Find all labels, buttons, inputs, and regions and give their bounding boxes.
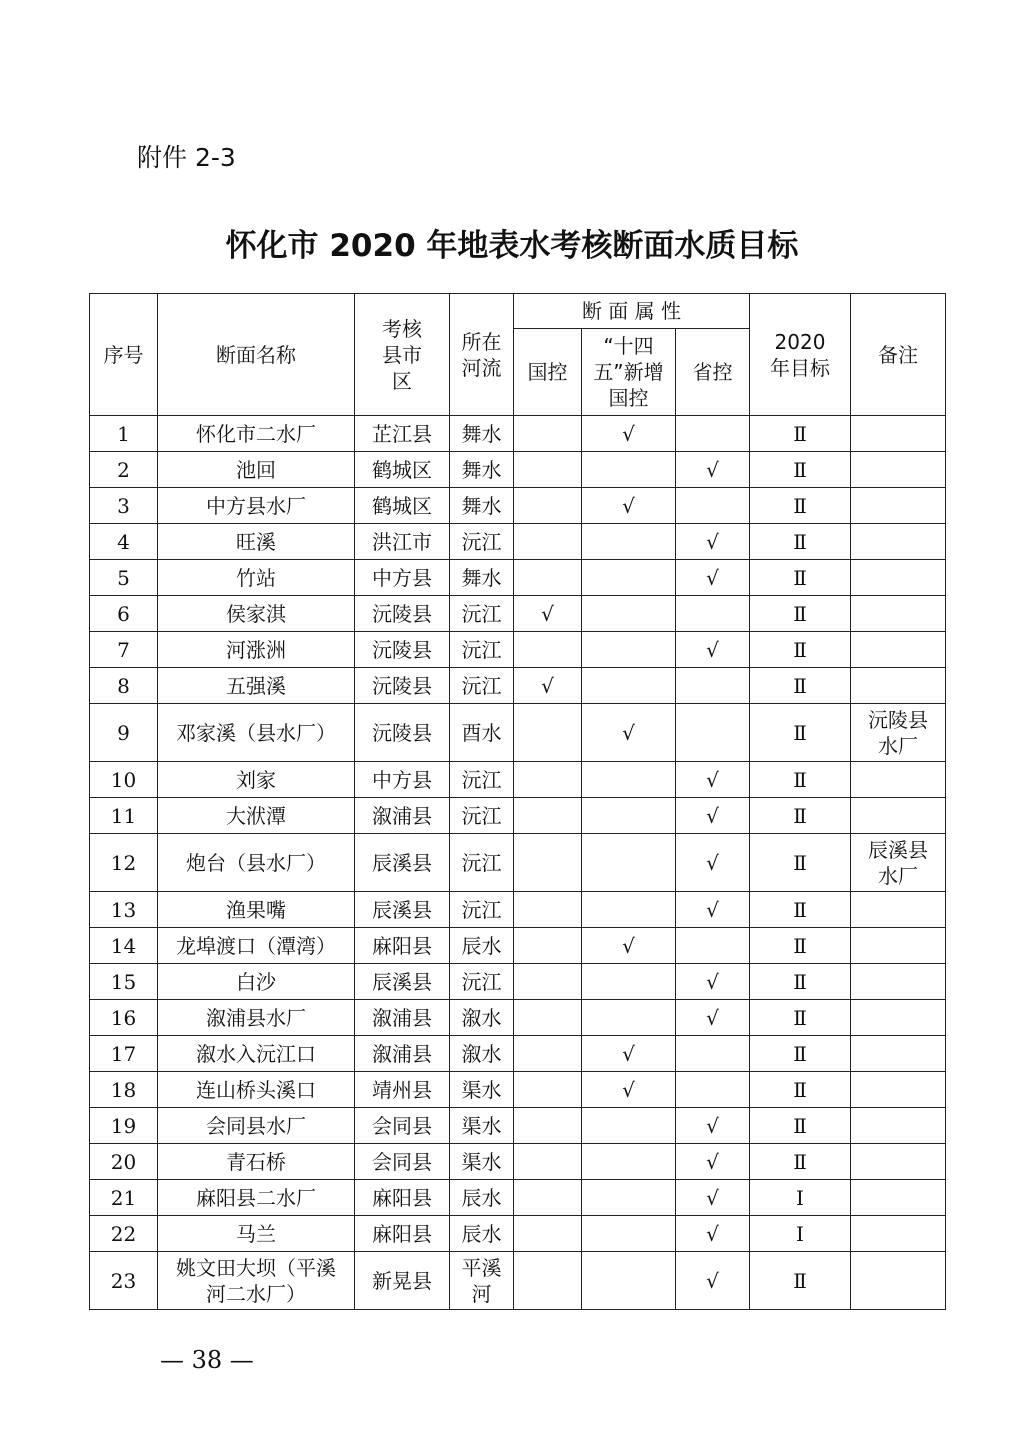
cell-remark: 辰溪县水厂 xyxy=(851,834,946,892)
cell-river: 沅江 xyxy=(450,798,514,834)
table-row xyxy=(90,524,946,560)
cell-seq: 18 xyxy=(90,1072,158,1108)
cell-remark xyxy=(851,1252,946,1310)
cell-seq: 12 xyxy=(90,834,158,892)
cell-county: 麻阳县 xyxy=(355,1180,450,1216)
cell-remark xyxy=(851,560,946,596)
cell-provincial: √ xyxy=(676,1216,750,1252)
cell-county: 辰溪县 xyxy=(355,892,450,928)
cell-target: Ⅱ xyxy=(750,560,851,596)
cell-provincial: √ xyxy=(676,1252,750,1310)
table-row xyxy=(90,668,946,704)
cell-name: 邓家溪（县水厂） xyxy=(158,704,355,762)
cell-national xyxy=(514,798,582,834)
table-row xyxy=(90,704,946,762)
cell-target: Ⅱ xyxy=(750,928,851,964)
cell-remark xyxy=(851,1000,946,1036)
cell-provincial: √ xyxy=(676,1108,750,1144)
cell-new-national xyxy=(582,1144,676,1180)
cell-name: 池回 xyxy=(158,452,355,488)
cell-new-national xyxy=(582,524,676,560)
cell-seq: 23 xyxy=(90,1252,158,1310)
cell-provincial xyxy=(676,928,750,964)
cell-county: 鹤城区 xyxy=(355,488,450,524)
cell-name: 麻阳县二水厂 xyxy=(158,1180,355,1216)
cell-name: 刘家 xyxy=(158,762,355,798)
cell-name: 河涨洲 xyxy=(158,632,355,668)
page-title: 怀化市 2020 年地表水考核断面水质目标 xyxy=(225,228,799,264)
cell-new-national xyxy=(582,762,676,798)
cell-provincial: √ xyxy=(676,452,750,488)
cell-new-national xyxy=(582,1180,676,1216)
cell-name: 炮台（县水厂） xyxy=(158,834,355,892)
cell-name: 旺溪 xyxy=(158,524,355,560)
cell-river: 渠水 xyxy=(450,1072,514,1108)
header-river: 所在河流 xyxy=(450,294,514,416)
cell-remark xyxy=(851,524,946,560)
cell-provincial: √ xyxy=(676,1180,750,1216)
cell-remark xyxy=(851,596,946,632)
cell-new-national xyxy=(582,892,676,928)
cell-remark xyxy=(851,632,946,668)
cell-name: 侯家淇 xyxy=(158,596,355,632)
cell-provincial: √ xyxy=(676,1000,750,1036)
cell-county: 会同县 xyxy=(355,1144,450,1180)
cell-river: 沅江 xyxy=(450,834,514,892)
cell-national xyxy=(514,704,582,762)
cell-target: Ⅱ xyxy=(750,964,851,1000)
table-row xyxy=(90,488,946,524)
cell-county: 辰溪县 xyxy=(355,834,450,892)
cell-county: 靖州县 xyxy=(355,1072,450,1108)
cell-new-national xyxy=(582,1216,676,1252)
cell-seq: 20 xyxy=(90,1144,158,1180)
cell-seq: 17 xyxy=(90,1036,158,1072)
cell-river: 酉水 xyxy=(450,704,514,762)
cell-new-national xyxy=(582,632,676,668)
cell-new-national: √ xyxy=(582,1036,676,1072)
cell-seq: 3 xyxy=(90,488,158,524)
cell-remark xyxy=(851,488,946,524)
cell-seq: 9 xyxy=(90,704,158,762)
cell-national xyxy=(514,1180,582,1216)
cell-county: 溆浦县 xyxy=(355,1036,450,1072)
page-number: — 38 — xyxy=(160,1346,254,1374)
cell-provincial: √ xyxy=(676,524,750,560)
cell-national xyxy=(514,928,582,964)
cell-seq: 13 xyxy=(90,892,158,928)
cell-name: 溆水入沅江口 xyxy=(158,1036,355,1072)
cell-national xyxy=(514,1108,582,1144)
table-row xyxy=(90,1216,946,1252)
cell-seq: 5 xyxy=(90,560,158,596)
cell-seq: 8 xyxy=(90,668,158,704)
table-row xyxy=(90,596,946,632)
cell-remark xyxy=(851,964,946,1000)
cell-river: 沅江 xyxy=(450,892,514,928)
cell-county: 沅陵县 xyxy=(355,596,450,632)
table-row xyxy=(90,928,946,964)
header-attr-group: 断 面 属 性 xyxy=(514,294,750,329)
cell-national xyxy=(514,1216,582,1252)
cell-river: 辰水 xyxy=(450,1216,514,1252)
table-row xyxy=(90,632,946,668)
header-county: 考核县市区 xyxy=(355,294,450,416)
cell-provincial xyxy=(676,668,750,704)
header-national: 国控 xyxy=(514,329,582,416)
cell-name: 竹站 xyxy=(158,560,355,596)
cell-county: 芷江县 xyxy=(355,416,450,452)
cell-river: 沅江 xyxy=(450,596,514,632)
header-remark: 备注 xyxy=(851,294,946,416)
cell-new-national: √ xyxy=(582,928,676,964)
cell-new-national xyxy=(582,798,676,834)
cell-name: 会同县水厂 xyxy=(158,1108,355,1144)
cell-target: Ⅱ xyxy=(750,892,851,928)
cell-seq: 6 xyxy=(90,596,158,632)
cell-national xyxy=(514,488,582,524)
cell-seq: 15 xyxy=(90,964,158,1000)
cell-seq: 11 xyxy=(90,798,158,834)
cell-river: 沅江 xyxy=(450,762,514,798)
cell-new-national xyxy=(582,1108,676,1144)
cell-provincial: √ xyxy=(676,632,750,668)
cell-river: 渠水 xyxy=(450,1108,514,1144)
cell-national xyxy=(514,1036,582,1072)
table-row xyxy=(90,1036,946,1072)
cell-new-national: √ xyxy=(582,488,676,524)
cell-provincial: √ xyxy=(676,762,750,798)
cell-name: 马兰 xyxy=(158,1216,355,1252)
cell-target: Ⅱ xyxy=(750,1252,851,1310)
table-row xyxy=(90,1000,946,1036)
cell-remark xyxy=(851,762,946,798)
cell-river: 沅江 xyxy=(450,632,514,668)
cell-target: Ⅱ xyxy=(750,1000,851,1036)
cell-new-national: √ xyxy=(582,704,676,762)
cell-target: Ⅱ xyxy=(750,762,851,798)
cell-name: 渔果嘴 xyxy=(158,892,355,928)
cell-remark xyxy=(851,928,946,964)
cell-county: 沅陵县 xyxy=(355,632,450,668)
cell-river: 沅江 xyxy=(450,668,514,704)
cell-county: 洪江市 xyxy=(355,524,450,560)
cell-seq: 2 xyxy=(90,452,158,488)
cell-target: Ⅱ xyxy=(750,798,851,834)
cell-remark xyxy=(851,798,946,834)
cell-national xyxy=(514,1252,582,1310)
cell-national xyxy=(514,632,582,668)
cell-national xyxy=(514,1072,582,1108)
cell-national xyxy=(514,452,582,488)
cell-target: Ⅱ xyxy=(750,416,851,452)
cell-river: 舞水 xyxy=(450,488,514,524)
table-row xyxy=(90,1108,946,1144)
cell-county: 麻阳县 xyxy=(355,928,450,964)
cell-provincial: √ xyxy=(676,964,750,1000)
cell-county: 沅陵县 xyxy=(355,704,450,762)
table-row xyxy=(90,1072,946,1108)
cell-target: Ⅰ xyxy=(750,1216,851,1252)
cell-national xyxy=(514,1000,582,1036)
cell-national xyxy=(514,416,582,452)
cell-name: 大洑潭 xyxy=(158,798,355,834)
cell-remark xyxy=(851,1072,946,1108)
cell-provincial xyxy=(676,416,750,452)
cell-national: √ xyxy=(514,596,582,632)
cell-county: 沅陵县 xyxy=(355,668,450,704)
cell-name: 连山桥头溪口 xyxy=(158,1072,355,1108)
table-row xyxy=(90,452,946,488)
cell-county: 会同县 xyxy=(355,1108,450,1144)
cell-remark xyxy=(851,668,946,704)
cell-new-national: √ xyxy=(582,1072,676,1108)
cell-river: 沅江 xyxy=(450,964,514,1000)
cell-county: 溆浦县 xyxy=(355,1000,450,1036)
header-provincial: 省控 xyxy=(676,329,750,416)
cell-river: 辰水 xyxy=(450,928,514,964)
cell-river: 溆水 xyxy=(450,1036,514,1072)
cell-name: 青石桥 xyxy=(158,1144,355,1180)
cell-target: Ⅱ xyxy=(750,834,851,892)
cell-remark xyxy=(851,1180,946,1216)
cell-seq: 14 xyxy=(90,928,158,964)
cell-target: Ⅱ xyxy=(750,488,851,524)
cell-target: Ⅱ xyxy=(750,704,851,762)
cell-county: 中方县 xyxy=(355,762,450,798)
cell-target: Ⅱ xyxy=(750,1108,851,1144)
cell-target: Ⅱ xyxy=(750,524,851,560)
cell-name: 中方县水厂 xyxy=(158,488,355,524)
cell-new-national xyxy=(582,452,676,488)
cell-county: 辰溪县 xyxy=(355,964,450,1000)
cell-name: 龙埠渡口（潭湾） xyxy=(158,928,355,964)
cell-target: Ⅱ xyxy=(750,632,851,668)
cell-new-national xyxy=(582,964,676,1000)
cell-new-national xyxy=(582,1000,676,1036)
table-row xyxy=(90,1144,946,1180)
attachment-label: 附件 2-3 xyxy=(137,143,236,172)
cell-river: 辰水 xyxy=(450,1180,514,1216)
cell-provincial: √ xyxy=(676,834,750,892)
cell-river: 平溪河 xyxy=(450,1252,514,1310)
cell-national xyxy=(514,762,582,798)
cell-remark xyxy=(851,892,946,928)
cell-national: √ xyxy=(514,668,582,704)
cell-provincial xyxy=(676,596,750,632)
cell-river: 舞水 xyxy=(450,416,514,452)
table-row xyxy=(90,834,946,892)
cell-county: 中方县 xyxy=(355,560,450,596)
cell-river: 溆水 xyxy=(450,1000,514,1036)
cell-remark xyxy=(851,1144,946,1180)
cell-target: Ⅱ xyxy=(750,1144,851,1180)
cell-name: 五强溪 xyxy=(158,668,355,704)
header-new-national: “十四五”新增国控 xyxy=(582,329,676,416)
cell-new-national xyxy=(582,834,676,892)
table-row xyxy=(90,560,946,596)
cell-provincial xyxy=(676,1072,750,1108)
cell-target: Ⅱ xyxy=(750,668,851,704)
cell-provincial: √ xyxy=(676,1144,750,1180)
cell-seq: 10 xyxy=(90,762,158,798)
cell-remark xyxy=(851,1036,946,1072)
cell-new-national xyxy=(582,596,676,632)
cell-provincial xyxy=(676,488,750,524)
cell-national xyxy=(514,560,582,596)
cell-name: 姚文田大坝（平溪河二水厂） xyxy=(158,1252,355,1310)
cell-new-national xyxy=(582,1252,676,1310)
cell-new-national: √ xyxy=(582,416,676,452)
cell-name: 白沙 xyxy=(158,964,355,1000)
cell-river: 渠水 xyxy=(450,1144,514,1180)
table-row xyxy=(90,798,946,834)
cell-seq: 22 xyxy=(90,1216,158,1252)
cell-seq: 7 xyxy=(90,632,158,668)
header-target: 2020 年目标 xyxy=(750,294,851,416)
cell-remark xyxy=(851,452,946,488)
cell-seq: 4 xyxy=(90,524,158,560)
cell-provincial: √ xyxy=(676,892,750,928)
table-row xyxy=(90,964,946,1000)
table-row xyxy=(90,416,946,452)
cell-provincial: √ xyxy=(676,560,750,596)
cell-remark xyxy=(851,1216,946,1252)
water-quality-table xyxy=(89,293,946,1310)
cell-national xyxy=(514,834,582,892)
cell-river: 舞水 xyxy=(450,452,514,488)
cell-national xyxy=(514,892,582,928)
cell-target: Ⅱ xyxy=(750,1072,851,1108)
cell-county: 麻阳县 xyxy=(355,1216,450,1252)
cell-target: Ⅱ xyxy=(750,1036,851,1072)
cell-seq: 16 xyxy=(90,1000,158,1036)
cell-provincial xyxy=(676,1036,750,1072)
cell-county: 溆浦县 xyxy=(355,798,450,834)
cell-county: 新晃县 xyxy=(355,1252,450,1310)
cell-national xyxy=(514,964,582,1000)
cell-remark xyxy=(851,416,946,452)
cell-seq: 1 xyxy=(90,416,158,452)
cell-new-national xyxy=(582,560,676,596)
cell-new-national xyxy=(582,668,676,704)
cell-river: 舞水 xyxy=(450,560,514,596)
cell-seq: 19 xyxy=(90,1108,158,1144)
cell-target: Ⅱ xyxy=(750,452,851,488)
cell-target: Ⅱ xyxy=(750,596,851,632)
cell-target: Ⅰ xyxy=(750,1180,851,1216)
cell-seq: 21 xyxy=(90,1180,158,1216)
header-seq: 序号 xyxy=(90,294,158,416)
cell-national xyxy=(514,524,582,560)
table-row xyxy=(90,762,946,798)
cell-provincial: √ xyxy=(676,798,750,834)
cell-remark xyxy=(851,1108,946,1144)
cell-remark: 沅陵县水厂 xyxy=(851,704,946,762)
header-name: 断面名称 xyxy=(158,294,355,416)
table-row xyxy=(90,1252,946,1310)
cell-national xyxy=(514,1144,582,1180)
cell-name: 怀化市二水厂 xyxy=(158,416,355,452)
table-row xyxy=(90,1180,946,1216)
cell-provincial xyxy=(676,704,750,762)
cell-name: 溆浦县水厂 xyxy=(158,1000,355,1036)
cell-county: 鹤城区 xyxy=(355,452,450,488)
cell-river: 沅江 xyxy=(450,524,514,560)
table-row xyxy=(90,892,946,928)
